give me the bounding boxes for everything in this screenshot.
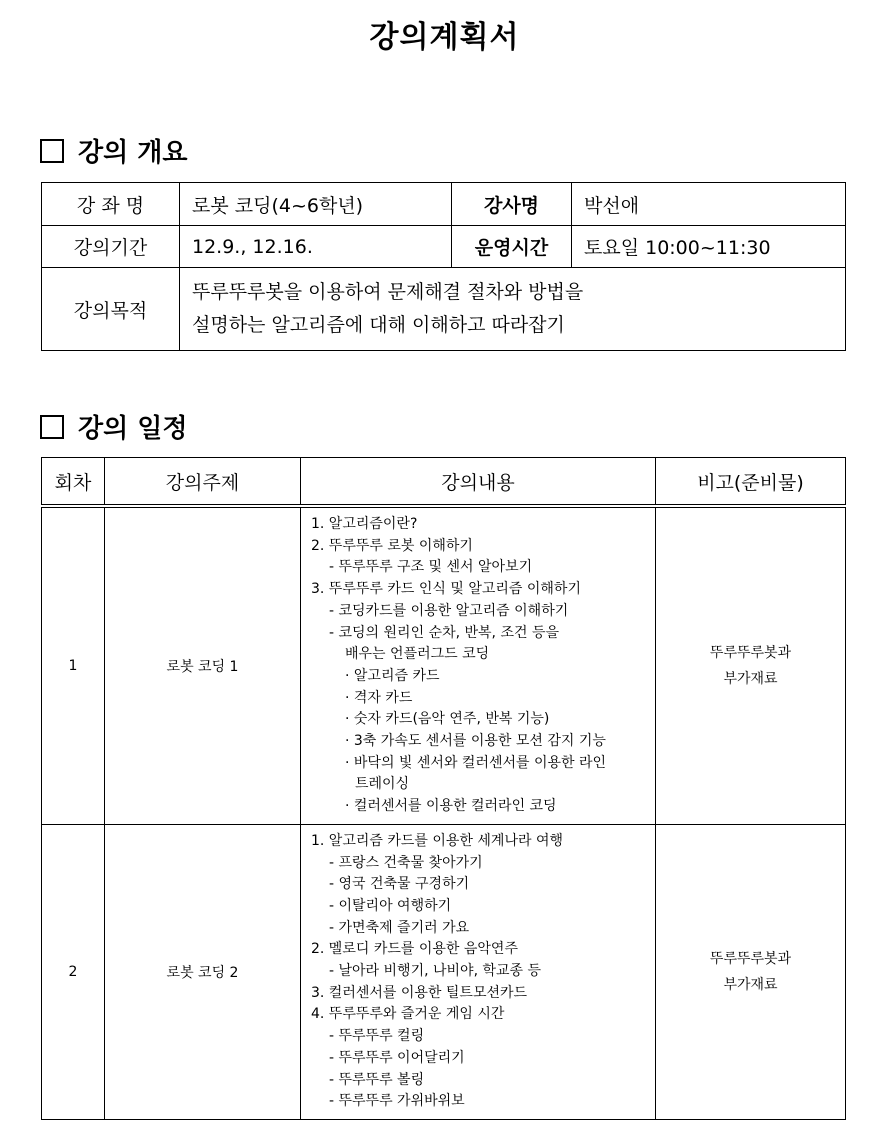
goal-value [180,268,846,351]
note-line: 부가재료 [723,670,778,687]
note-line: 뚜루뚜루봇과 [709,644,792,661]
table-row [42,506,846,824]
session-note [656,506,846,824]
goal-line: 설명하는 알고리즘에 대해 이해하고 따라잡기 [192,314,565,336]
content-line: · 숫자 카드(음악 연주, 반복 기능) [345,711,550,728]
content-line: - 코딩카드를 이용한 알고리즘 이해하기 [329,602,569,619]
content-line: 3. 뚜루뚜루 카드 인식 및 알고리즘 이해하기 [311,581,581,598]
content-line: - 가면축제 즐기러 가요 [329,919,470,936]
content-line: 트레이싱 [355,776,410,793]
note-line: 뚜루뚜루봇과 [709,950,792,967]
session-content [301,824,656,1119]
overview-heading-text: 강의 개요 [78,138,188,168]
content-line: - 뚜루뚜루 컬링 [329,1028,425,1045]
content-line: · 알고리즘 카드 [345,667,440,684]
content-line: · 3축 가속도 센서를 이용한 모션 감지 기능 [345,733,606,750]
header-content: 강의내용 [301,458,656,507]
content-line: 2. 뚜루뚜루 로봇 이해하기 [311,537,473,554]
content-line: - 코딩의 원리인 순차, 반복, 조건 등을 [329,624,559,641]
content-line: - 이탈리아 여행하기 [329,897,452,914]
checkbox-icon [40,415,64,439]
course-value: 로봇 코딩(4~6학년) [180,183,452,226]
content-line: 배우는 언플러그드 코딩 [345,646,490,663]
schedule-heading [40,408,188,445]
goal-label: 강의목적 [42,268,180,351]
content-line: - 프랑스 건축물 찾아가기 [329,854,483,871]
document-title: 강의계획서 [369,20,520,55]
content-line: 4. 뚜루뚜루와 즐거운 게임 시간 [311,1006,505,1023]
content-line: - 영국 건축물 구경하기 [329,876,470,893]
content-line: - 뚜루뚜루 이어달리기 [329,1049,465,1066]
header-session: 회차 [42,458,105,507]
content-line: 1. 알고리즘이란? [311,516,418,532]
period-label: 강의기간 [42,226,180,268]
content-line: 2. 멜로디 카드를 이용한 음악연주 [311,941,518,958]
time-value: 토요일 10:00~11:30 [572,226,846,268]
session-content [301,506,656,824]
period-value: 12.9., 12.16. [180,226,452,268]
table-row [42,824,846,1119]
schedule-table [41,457,846,1120]
session-note [656,824,846,1119]
instructor-label: 강사명 [452,183,572,226]
time-label: 운영시간 [452,226,572,268]
goal-line: 뚜루뚜루봇을 이용하여 문제해결 절차와 방법을 [192,281,584,303]
content-line: - 뚜루뚜루 가위바위보 [329,1093,465,1110]
overview-table [41,182,846,351]
content-line: - 뚜루뚜루 구조 및 센서 알아보기 [329,559,533,576]
content-line: · 격자 카드 [345,689,413,706]
instructor-value: 박선애 [572,183,846,226]
session-number: 1 [42,506,105,824]
content-line: · 바닥의 빛 센서와 컬러센서를 이용한 라인 [345,754,607,771]
note-line: 부가재료 [723,976,778,993]
overview-heading [40,132,188,169]
header-note: 비고(준비물) [656,458,846,507]
checkbox-icon [40,139,64,163]
session-number: 2 [42,824,105,1119]
course-label: 강 좌 명 [42,183,180,226]
session-topic: 로봇 코딩 2 [105,824,301,1119]
content-line: 3. 컬러센서를 이용한 틸트모션카드 [311,984,528,1001]
content-line: - 뚜루뚜루 볼링 [329,1071,425,1088]
content-line: 1. 알고리즘 카드를 이용한 세계나라 여행 [311,832,563,849]
schedule-heading-text: 강의 일정 [78,414,188,444]
header-topic: 강의주제 [105,458,301,507]
content-line: · 컬러센서를 이용한 컬러라인 코딩 [345,798,557,815]
content-line: - 날아라 비행기, 나비야, 학교종 등 [329,963,542,980]
session-topic: 로봇 코딩 1 [105,506,301,824]
